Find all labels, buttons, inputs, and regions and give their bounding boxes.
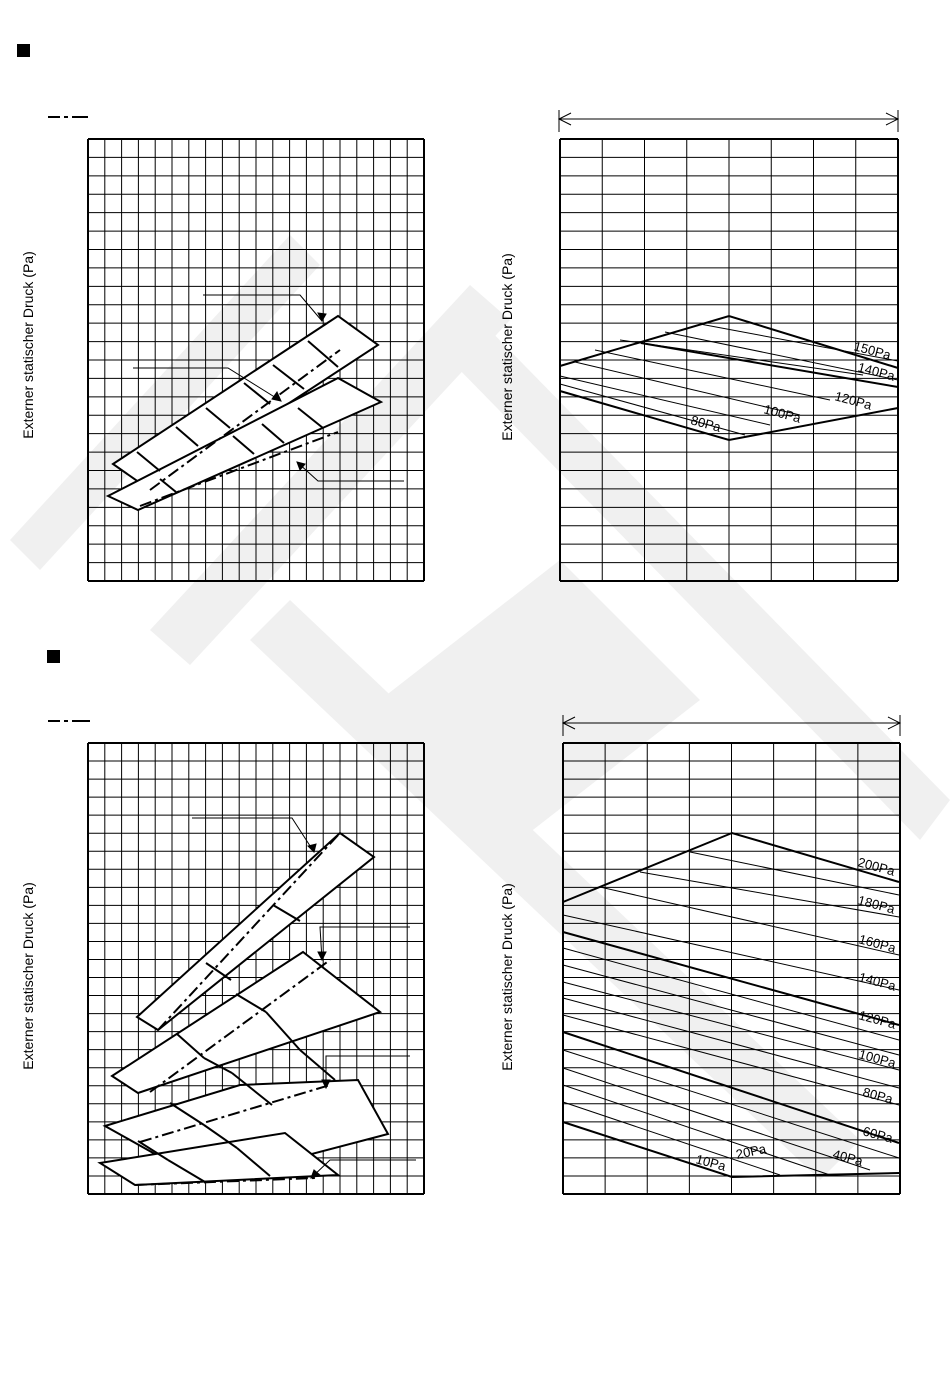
section-bullet-1 xyxy=(17,44,30,57)
watermark-logo xyxy=(10,235,950,1180)
chart4-label-120: 120Pa xyxy=(857,1007,898,1032)
chart3-ylabel: Externer statischer Druck (Pa) xyxy=(20,882,36,1070)
range-arrow-top xyxy=(559,110,898,132)
chart4-label-10: 10Pa xyxy=(694,1151,728,1174)
chart4-label-100: 100Pa xyxy=(857,1046,898,1071)
chart4-ylabel: Externer statischer Druck (Pa) xyxy=(499,883,515,1071)
chart4-label-200: 200Pa xyxy=(856,854,897,879)
chart4-label-40: 40Pa xyxy=(831,1146,865,1169)
chart4-label-60: 60Pa xyxy=(861,1123,895,1146)
section-bullet-2 xyxy=(47,650,60,663)
chart4-label-80: 80Pa xyxy=(861,1084,895,1107)
chart4-label-140: 140Pa xyxy=(857,969,898,994)
chart2-ylabel: Externer statischer Druck (Pa) xyxy=(499,253,515,441)
chart2-label-140: 140Pa xyxy=(856,359,897,384)
chart1-ylabel: Externer statischer Druck (Pa) xyxy=(20,251,36,439)
chart4-label-20: 20Pa xyxy=(734,1140,768,1162)
chart2-label-100: 100Pa xyxy=(762,401,803,426)
chart1-grid xyxy=(88,139,424,581)
chart3-curves xyxy=(100,833,388,1185)
chart4-label-160: 160Pa xyxy=(857,931,898,956)
chart2-label-120: 120Pa xyxy=(833,388,874,413)
chart4-label-180: 180Pa xyxy=(856,892,897,917)
chart2-pa-labels xyxy=(689,338,897,435)
chart2-label-150: 150Pa xyxy=(852,338,893,363)
chart2-label-80: 80Pa xyxy=(689,412,723,435)
